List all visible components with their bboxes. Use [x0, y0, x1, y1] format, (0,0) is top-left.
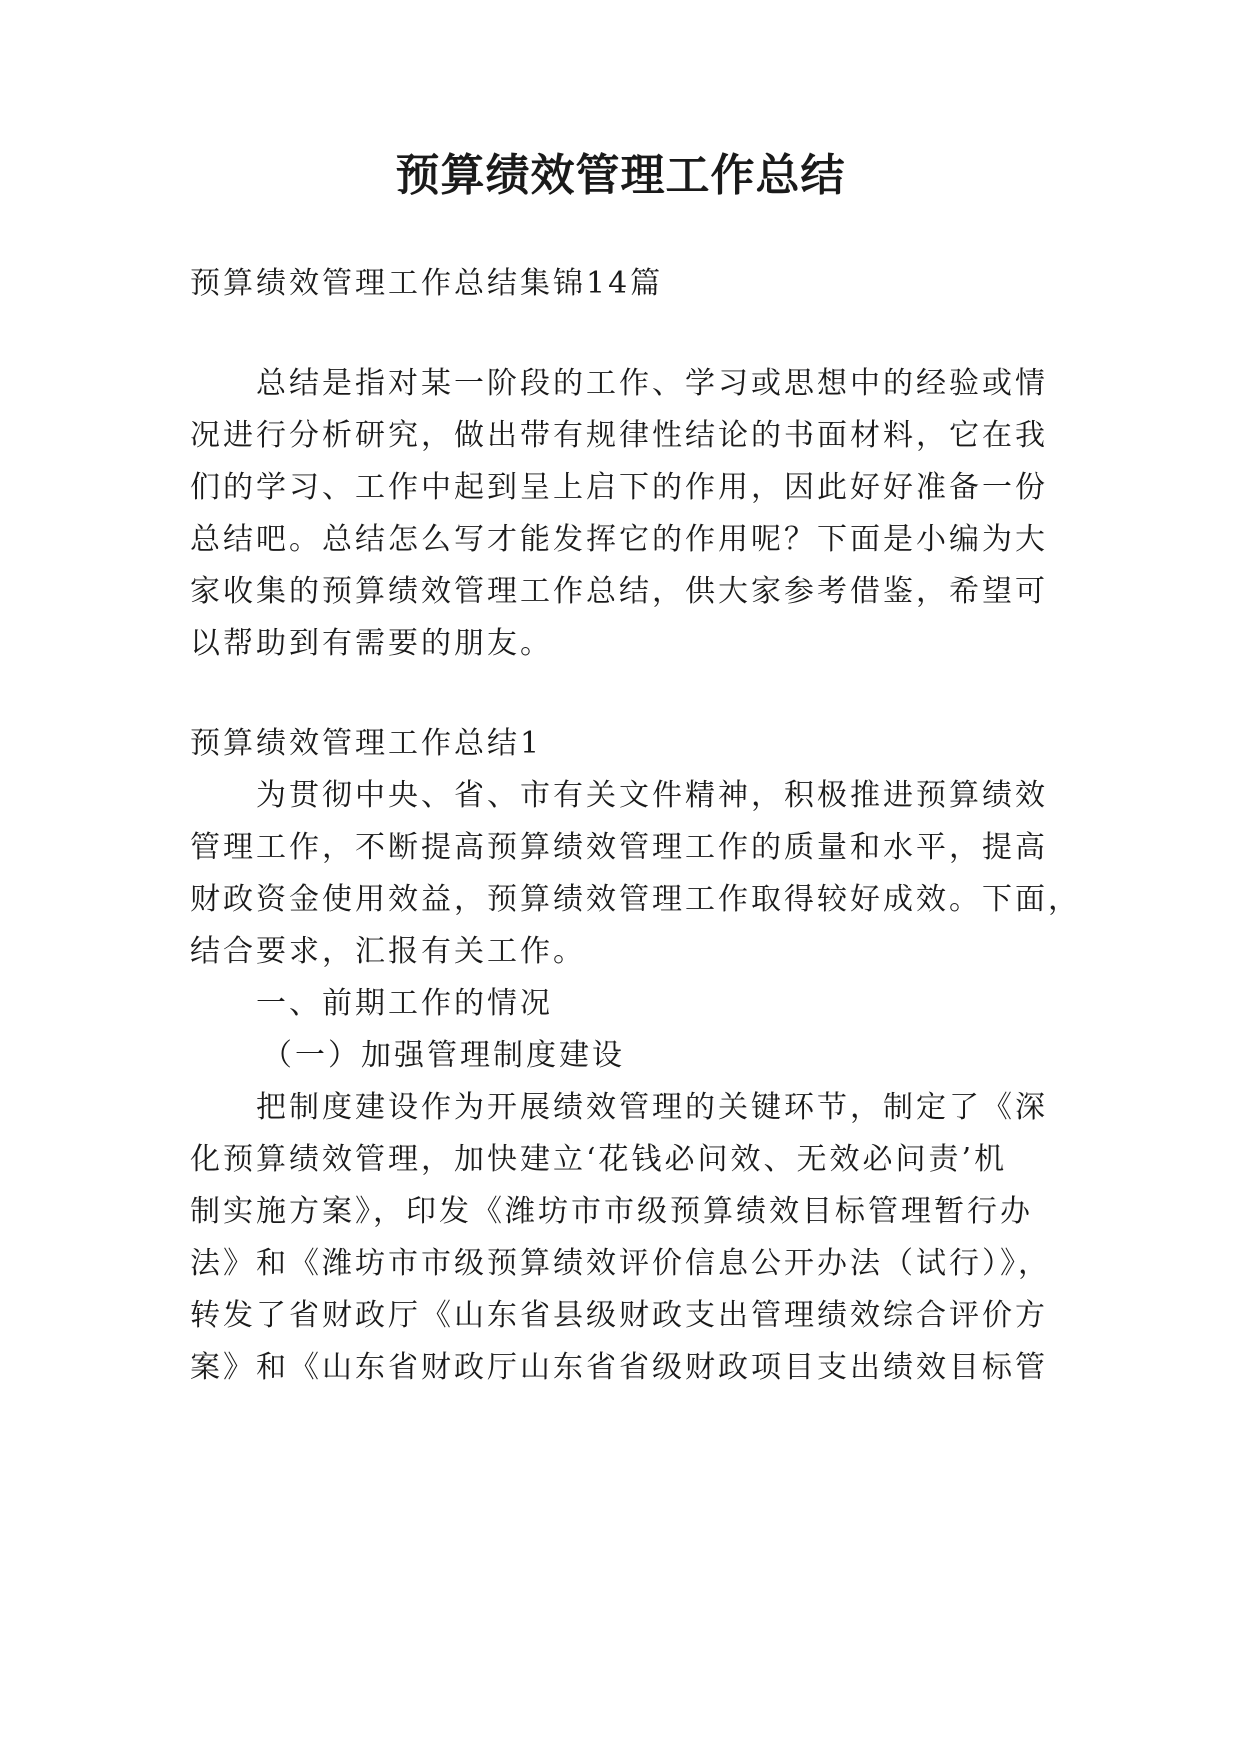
paragraph-line: 结合要求，汇报有关工作。	[190, 934, 586, 969]
intro-line: 家收集的预算绩效管理工作总结，供大家参考借鉴，希望可	[190, 574, 1048, 609]
paragraph-line: 转发了省财政厅《山东省县级财政支出管理绩效综合评价方	[190, 1298, 1048, 1333]
paragraph-line: 制实施方案》，印发《潍坊市市级预算绩效目标管理暂行办	[190, 1194, 1033, 1229]
paragraph-line: 财政资金使用效益，预算绩效管理工作取得较好成效。下面，	[190, 882, 1081, 917]
intro-line: 总结是指对某一阶段的工作、学习或思想中的经验或情	[256, 366, 1048, 401]
intro-line: 以帮助到有需要的朋友。	[190, 626, 553, 661]
intro-line: 们的学习、工作中起到呈上启下的作用，因此好好准备一份	[190, 470, 1048, 505]
paragraph-line: 法》和《潍坊市市级预算绩效评价信息公开办法（试行）》，	[190, 1246, 1051, 1281]
document-subtitle: 预算绩效管理工作总结集锦14篇	[190, 266, 664, 301]
paragraph-line: 为贯彻中央、省、市有关文件精神，积极推进预算绩效	[256, 778, 1048, 813]
document-title: 预算绩效管理工作总结	[395, 150, 846, 201]
paragraph-line: 化预算绩效管理，加快建立‘花钱必问效、无效必问责’机	[190, 1142, 1008, 1177]
intro-line: 况进行分析研究，做出带有规律性结论的书面材料，它在我	[190, 418, 1048, 453]
paragraph-line: 把制度建设作为开展绩效管理的关键环节，制定了《深	[256, 1090, 1048, 1125]
heading-level1: 一、前期工作的情况	[256, 986, 553, 1021]
section-heading: 预算绩效管理工作总结1	[190, 726, 543, 761]
heading-level2: （一）加强管理制度建设	[262, 1038, 625, 1073]
intro-line: 总结吧。总结怎么写才能发挥它的作用呢？下面是小编为大	[190, 522, 1048, 557]
paragraph-line: 管理工作，不断提高预算绩效管理工作的质量和水平，提高	[190, 830, 1048, 865]
paragraph-line: 案》和《山东省财政厅山东省省级财政项目支出绩效目标管	[190, 1350, 1048, 1385]
